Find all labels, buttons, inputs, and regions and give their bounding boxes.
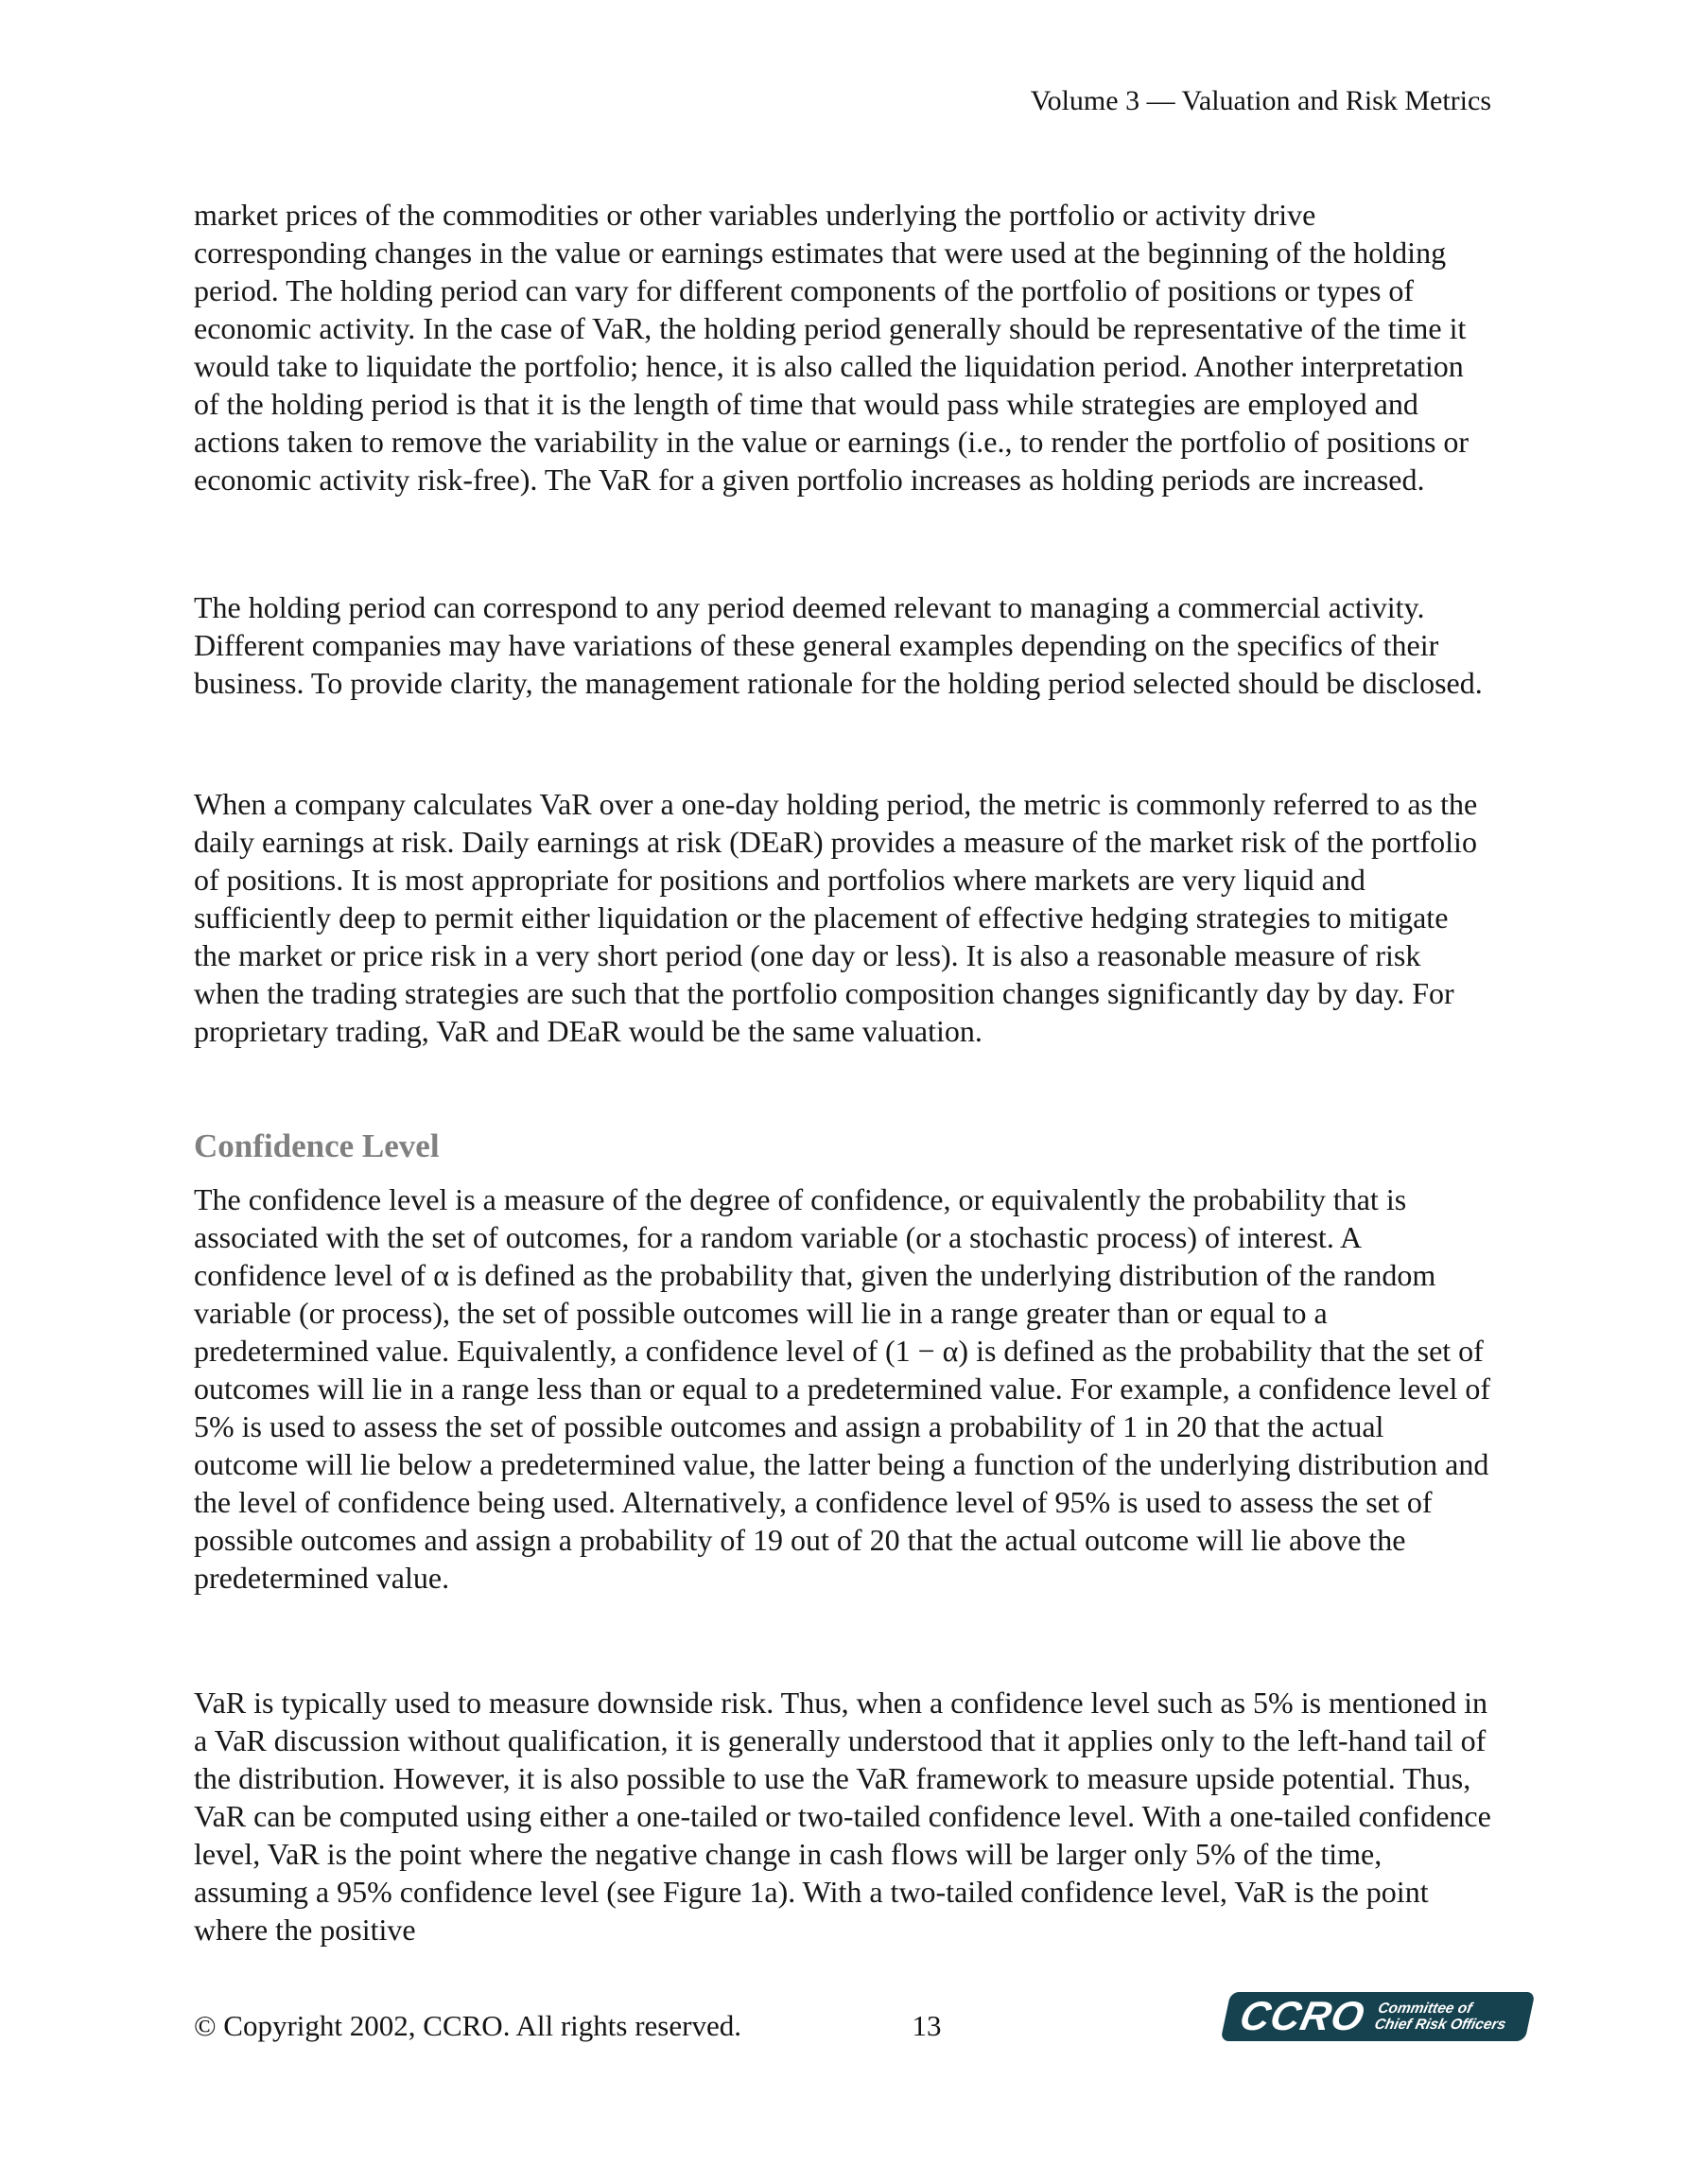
ccro-logo-acronym: CCRO	[1236, 1993, 1369, 2039]
body-paragraph-4: The confidence level is a measure of the degree of confidence, or equivalently the probability that is associated with the set of outcomes, for a random variable (or a stochastic process) of interest. A confidence level of α is defined as the probability that, given the underlying distribution of the random variable (or process), the set of possible outcomes will lie in a range greater than or equal to a predetermined value. Equivalently, a confidence level of (1 − α) is defined as the probability that the set of outcomes will lie in a range less than or equal to a predetermined value. For example, a confidence level of 5% is used to assess the set of possible outcomes and assign a probability of 1 in 20 that the actual outcome will lie below a predetermined value, the latter being a function of the underlying distribution and the level of confidence being used. Alternatively, a confidence level of 95% is used to assess the set of possible outcomes and assign a probability of 19 out of 20 that the actual outcome will lie above the predetermined value.	[194, 1182, 1491, 1595]
body-paragraph-3: When a company calculates VaR over a one-day holding period, the metric is commonly referred to as the daily earnings at risk. Daily earnings at risk (DEaR) provides a measure of the market risk of the portfolio of positions. It is most appropriate for positions and portfolios where markets are very liquid and sufficiently deep to permit either liquidation or the placement of effective hedging strategies to mitigate the market or price risk in a very short period (one day or less). It is also a reasonable measure of risk when the trading strategies are such that the portfolio composition changes significantly day by day. For proprietary trading, VaR and DEaR would be the same valuation.	[194, 787, 1478, 1048]
ccro-logo-caption-line2: Chief Risk Officers	[1372, 2017, 1508, 2033]
footer-copyright: © Copyright 2002, CCRO. All rights reserved.	[194, 2009, 741, 2042]
ccro-logo	[1220, 1992, 1535, 2041]
body-paragraph-2: The holding period can correspond to any period deemed relevant to managing a commercial activity. Different companies may have variations of these general examples depending on the specifics of their business. To provide clarity, the management rationale for the holding period selected should be disclosed.	[194, 590, 1483, 700]
body-paragraph-5: VaR is typically used to measure downside risk. Thus, when a confidence level such as 5% is mentioned in a VaR discussion without qualification, it is generally understood that it applies only to the left-hand tail of the distribution. However, it is also possible to use the VaR framework to measure upside potential. Thus, VaR can be computed using either a one-tailed or two-tailed confidence level. With a one-tailed confidence level, VaR is the point where the negative change in cash flows will be larger only 5% of the time, assuming a 95% confidence level (see Figure 1a). With a two-tailed confidence level, VaR is the point where the positive	[194, 1686, 1491, 1947]
ccro-logo-caption-line1: Committee of	[1376, 2001, 1474, 2017]
section-heading-confidence-level: Confidence Level	[194, 1127, 440, 1164]
page-header-title: Volume 3 — Valuation and Risk Metrics	[1030, 85, 1491, 116]
footer-page-number: 13	[912, 2009, 942, 2042]
body-paragraph-1: market prices of the commodities or other variables underlying the portfolio or activity drive corresponding changes in the value or earnings estimates that were used at the beginning of the holding period. The holding period can vary for different components of the portfolio of positions or types of economic activity. In the case of VaR, the holding period generally should be representative of the time it would take to liquidate the portfolio; hence, it is also called the liquidation period. Another interpretation of the holding period is that it is the length of time that would pass while strategies are employed and actions taken to remove the variability in the value or earnings (i.e., to render the portfolio of positions or economic activity risk-free). The VaR for a given portfolio increases as holding periods are increased.	[194, 198, 1470, 497]
ccro-logo-caption	[1373, 2001, 1511, 2033]
